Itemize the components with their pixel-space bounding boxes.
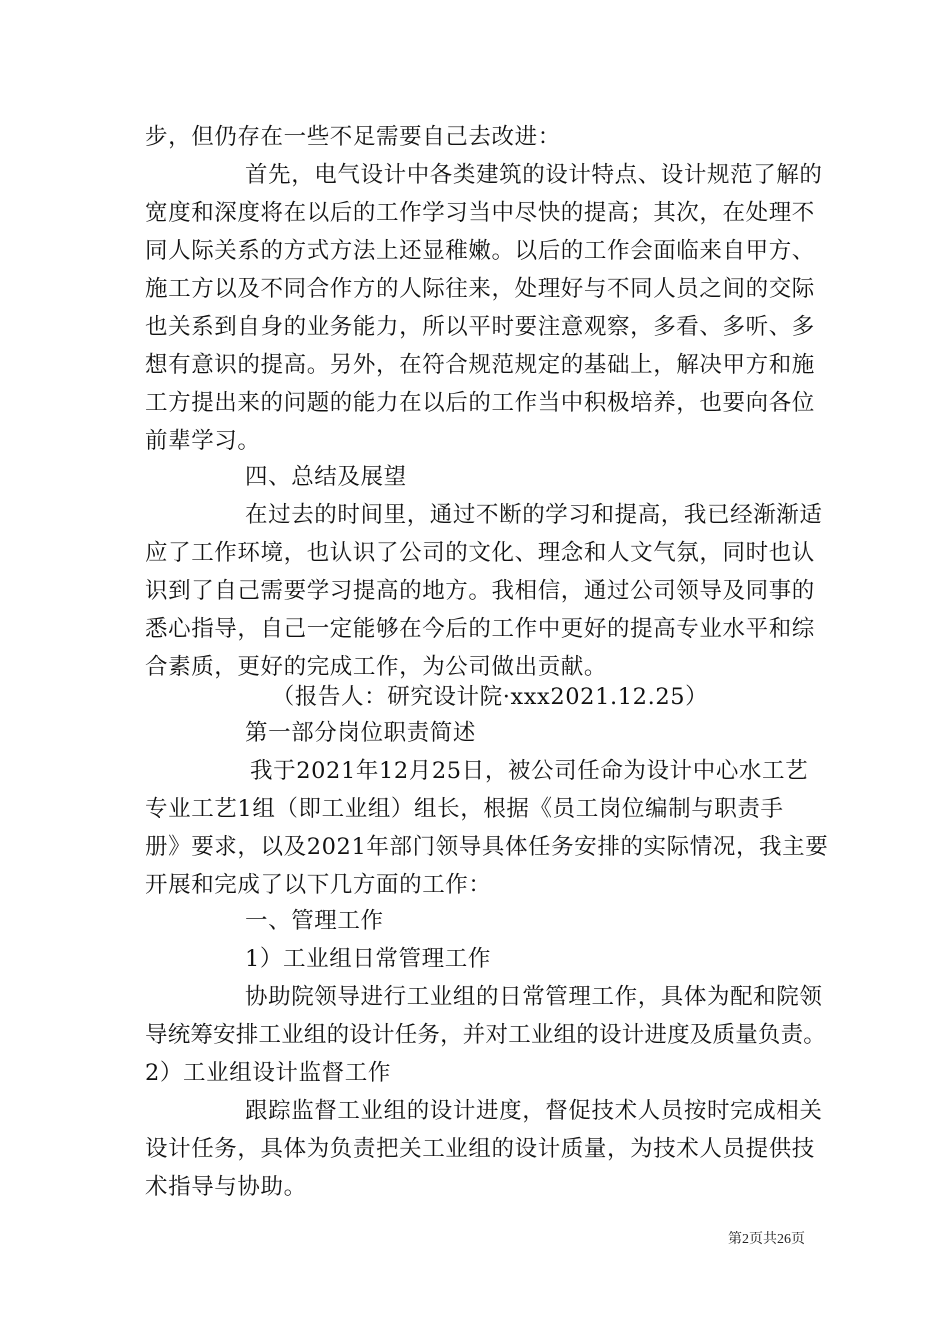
text-line: 协助院领导进行工业组的日常管理工作，具体为配和院领 xyxy=(245,984,823,1010)
text-line: 跟踪监督工业组的设计进度，督促技术人员按时完成相关 xyxy=(245,1098,823,1124)
text-line: 在过去的时间里，通过不断的学习和提高，我已经渐渐适 xyxy=(245,502,823,528)
text-line: 专业工艺1组（即工业组）组长，根据《员工岗位编制与职责手 xyxy=(145,796,784,822)
text-line: 开展和完成了以下几方面的工作： xyxy=(145,872,492,898)
text-line: 步，但仍存在一些不足需要自己去改进： xyxy=(145,124,561,150)
subsection-heading: 2）工业组设计监督工作 xyxy=(145,1060,391,1086)
text-line: 我于2021年12月25日，被公司任命为设计中心水工艺 xyxy=(250,758,809,784)
section-heading: 四、总结及展望 xyxy=(245,464,407,490)
section-heading: 第一部分岗位职责简述 xyxy=(245,720,477,746)
text-line: 前辈学习。 xyxy=(145,428,261,454)
subsection-heading: 1）工业组日常管理工作 xyxy=(245,946,491,972)
text-line: 想有意识的提高。另外，在符合规范规定的基础上，解决甲方和施 xyxy=(145,352,815,378)
page-number-footer: 第2页共26页 xyxy=(728,1232,805,1247)
text-line: 应了工作环境，也认识了公司的文化、理念和人文气氛，同时也认 xyxy=(145,540,815,566)
text-line: 导统筹安排工业组的设计任务，并对工业组的设计进度及质量负责。 xyxy=(145,1022,827,1048)
text-line: 悉心指导，自己一定能够在今后的工作中更好的提高专业水平和综 xyxy=(145,616,815,642)
section-heading: 一、管理工作 xyxy=(245,908,384,934)
text-line: 册》要求，以及2021年部门领导具体任务安排的实际情况，我主要 xyxy=(145,834,829,860)
text-line: 工方提出来的问题的能力在以后的工作当中积极培养，也要向各位 xyxy=(145,390,815,416)
text-line: 识到了自己需要学习提高的地方。我相信，通过公司领导及同事的 xyxy=(145,578,815,604)
text-line: 也关系到自身的业务能力，所以平时要注意观察，多看、多听、多 xyxy=(145,314,815,340)
text-line: 同人际关系的方式方法上还显稚嫩。以后的工作会面临来自甲方、 xyxy=(145,238,815,264)
reporter-line: （报告人：研究设计院·xxx2021.12.25） xyxy=(271,684,709,710)
text-line: 设计任务，具体为负责把关工业组的设计质量，为技术人员提供技 xyxy=(145,1136,815,1162)
text-line: 宽度和深度将在以后的工作学习当中尽快的提高；其次，在处理不 xyxy=(145,200,815,226)
text-line: 术指导与协助。 xyxy=(145,1174,307,1200)
text-line: 首先，电气设计中各类建筑的设计特点、设计规范了解的 xyxy=(245,162,823,188)
text-line: 合素质，更好的完成工作，为公司做出贡献。 xyxy=(145,654,608,680)
text-line: 施工方以及不同合作方的人际往来，处理好与不同人员之间的交际 xyxy=(145,276,815,302)
